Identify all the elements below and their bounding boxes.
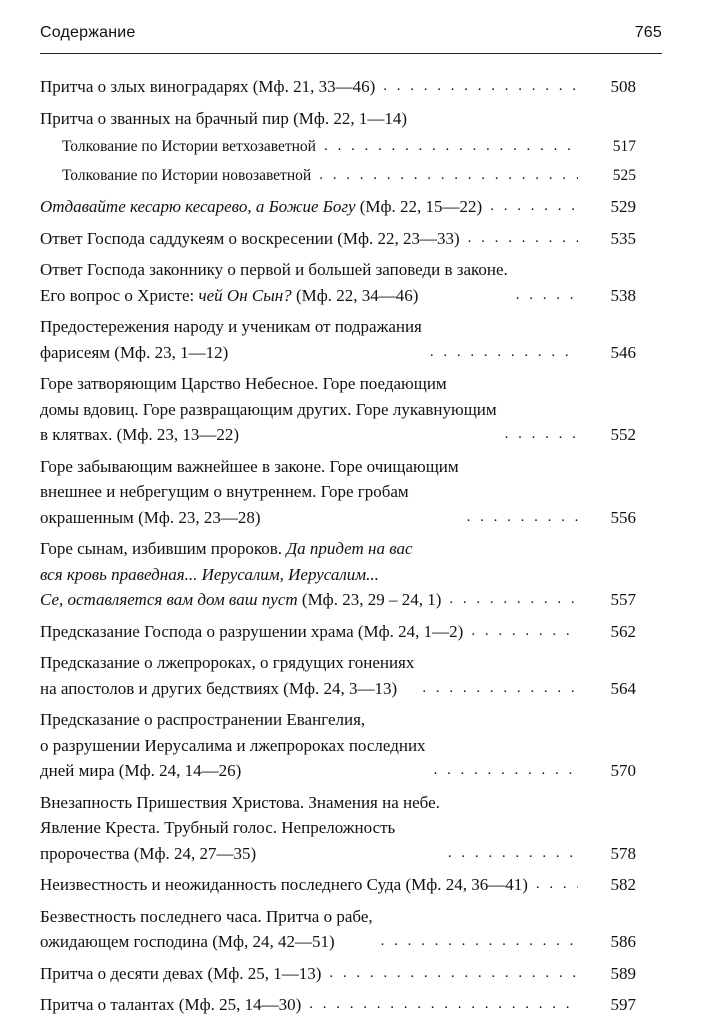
dot-leader [505, 422, 578, 448]
toc-entry-line [40, 479, 459, 505]
toc-page-number: 508 [610, 77, 636, 96]
toc-page-number: 535 [610, 228, 636, 248]
toc-entry-line [40, 340, 422, 366]
running-head [40, 24, 662, 42]
toc-text: домы вдовиц. Горе развращающим других. Горе лукавнующим [40, 399, 497, 419]
toc-entry-line [40, 74, 375, 100]
toc-italic-text: чей Он Сын? [198, 285, 292, 305]
toc-entry-line [40, 257, 508, 283]
toc-entry-line [40, 371, 497, 397]
toc-entry-line [40, 536, 441, 562]
toc-page-number: 589 [610, 963, 636, 983]
dot-leader [324, 134, 578, 160]
toc-page-number: 586 [610, 932, 636, 951]
toc-entry-line [40, 733, 426, 759]
toc-text: (Мф. 22, 15—22) [355, 197, 483, 216]
toc-entry-title [62, 163, 311, 189]
toc-entry [40, 194, 636, 220]
toc-page-number: 582 [610, 875, 636, 894]
toc-text: Горе забывающим важнейшее в законе. Горе очищающим [40, 456, 459, 476]
toc-entry-line [40, 961, 321, 987]
toc-entry [40, 904, 636, 955]
toc-entry-title [40, 226, 460, 252]
toc-entry-title [40, 257, 508, 308]
toc-entry-line [40, 841, 440, 867]
toc-entry-line [40, 758, 426, 784]
toc-text: Толкование по Истории ветхозаветной [62, 138, 316, 155]
toc-page-number: 517 [612, 138, 636, 155]
toc-text: Неизвестность и неожиданность последнего Суда (Мф. 24, 36—41) [40, 875, 528, 894]
toc-entry [40, 650, 636, 701]
dot-leader [471, 619, 578, 645]
toc-entry-line [40, 650, 414, 676]
toc-text: Притча о званных на брачный пир (Мф. 22, 1—14) [40, 108, 408, 128]
toc-text: Предсказание о лжепророках, о грядущих гонениях [40, 653, 415, 672]
toc-entry-line [40, 226, 460, 252]
toc-italic-text: Да придет на вас [286, 539, 413, 558]
dot-leader [422, 676, 578, 702]
toc-entry-line [40, 904, 373, 930]
toc-entry-title [40, 194, 482, 220]
toc-entry [40, 163, 636, 189]
toc-text: Притча о десяти девах (Мф. 25, 1—13) [40, 963, 322, 983]
toc-entry [40, 992, 636, 1018]
toc-entry-line [40, 397, 497, 423]
dot-leader [383, 74, 578, 100]
running-head-title: Содержание [40, 24, 136, 41]
toc-entry [40, 134, 636, 160]
toc-entry-line [40, 929, 373, 955]
toc-entry-title [40, 992, 301, 1018]
running-head-page-number: 765 [634, 24, 662, 41]
toc-page-number: 525 [612, 166, 636, 184]
dot-leader [448, 841, 578, 867]
toc-italic-text: Отдавайте кесарю кесарево, а Божие Богу [40, 197, 356, 216]
toc-entry [40, 257, 636, 308]
toc-page-number: 546 [610, 342, 636, 362]
toc-text: Ответ Господа законнику о первой и большей заповеди в законе. [40, 260, 508, 279]
toc-entry-line [40, 505, 459, 531]
dot-leader [536, 872, 578, 898]
table-of-contents [40, 74, 636, 1018]
toc-text: пророчества (Мф. 24, 27—35) [40, 843, 257, 863]
toc-text: внешнее и небрегущим о внутреннем. Горе гробам [40, 482, 409, 501]
dot-leader [467, 505, 578, 531]
toc-entry [40, 619, 636, 645]
toc-text: Внезапность Пришествия Христова. Знамения на небе. [40, 792, 440, 812]
toc-entry-title [40, 74, 375, 100]
toc-page-number: 564 [610, 678, 636, 698]
toc-entry-title [40, 619, 463, 645]
toc-entry-line [40, 106, 407, 132]
toc-entry-title [40, 371, 497, 448]
toc-entry-title [40, 650, 414, 701]
dot-leader [490, 194, 578, 220]
toc-text: (Мф. 23, 29 – 24, 1) [297, 590, 442, 609]
toc-entry-line [40, 194, 482, 220]
toc-page-number: 562 [610, 621, 636, 641]
toc-entry-title [40, 454, 459, 531]
toc-entry-title [40, 790, 440, 867]
dot-leader [434, 758, 578, 784]
toc-page-number: 529 [610, 197, 636, 216]
toc-entry-title [40, 707, 426, 784]
toc-entry-line [40, 587, 441, 613]
toc-entry-title [40, 314, 422, 365]
header-rule [40, 53, 662, 54]
dot-leader [319, 163, 578, 189]
dot-leader [449, 587, 578, 613]
toc-page-number: 557 [610, 590, 636, 609]
toc-text: Горе затворяющим Царство Небесное. Горе поедающим [40, 374, 447, 393]
dot-leader [468, 226, 578, 252]
toc-entry [40, 74, 636, 100]
toc-entry-title [62, 134, 316, 160]
toc-page-number: 578 [610, 843, 636, 863]
toc-entry [40, 790, 636, 867]
toc-entry-line [62, 163, 311, 189]
toc-entry-title [40, 872, 528, 898]
toc-text: (Мф. 22, 34—46) [291, 285, 419, 305]
toc-entry-line [40, 283, 508, 309]
toc-entry [40, 314, 636, 365]
toc-text: в клятвах. (Мф. 23, 13—22) [40, 425, 240, 444]
toc-text: Предостережения народу и ученикам от подражания [40, 317, 422, 336]
dot-leader [381, 929, 578, 955]
dot-leader [430, 340, 578, 366]
toc-text: Явление Креста. Трубный голос. Непреложность [40, 818, 396, 837]
toc-entry [40, 536, 636, 613]
toc-text: дней мира (Мф. 24, 14—26) [40, 761, 242, 780]
toc-entry [40, 454, 636, 531]
toc-text: Притча о талантах (Мф. 25, 14—30) [40, 995, 302, 1014]
toc-italic-text: Се, оставляется вам дом ваш пуст [40, 590, 298, 609]
toc-entry-title [40, 961, 321, 987]
toc-text: Предсказание о распространении Евангелия, [40, 710, 366, 729]
toc-entry-line [62, 134, 316, 160]
toc-text: Горе сынам, избившим пророков. [40, 539, 287, 558]
toc-entry-title [40, 536, 441, 613]
toc-text: окрашенным (Мф. 23, 23—28) [40, 507, 261, 527]
toc-italic-text: вся кровь праведная... Иерусалим, Иерусалим... [40, 564, 379, 584]
toc-text: Предсказание Господа о разрушении храма (Мф. 24, 1—2) [40, 621, 464, 641]
toc-entry [40, 707, 636, 784]
toc-entry-title [40, 106, 407, 132]
toc-entry-line [40, 992, 301, 1018]
toc-entry-line [40, 872, 528, 898]
toc-page-number: 538 [610, 285, 636, 305]
toc-page-number: 570 [610, 761, 636, 780]
toc-text: Ответ Господа саддукеям о воскресении (Мф. 22, 23—33) [40, 228, 460, 248]
toc-entry [40, 226, 636, 252]
toc-text: Безвестность последнего часа. Притча о рабе, [40, 906, 373, 926]
dot-leader [415, 106, 578, 132]
dot-leader [309, 992, 578, 1018]
toc-entry-line [40, 422, 497, 448]
toc-entry [40, 371, 636, 448]
toc-entry-line [40, 562, 441, 588]
toc-entry-line [40, 676, 414, 702]
toc-text: Его вопрос о Христе: [40, 285, 199, 305]
toc-text: на апостолов и других бедствиях (Мф. 24, 3—13) [40, 678, 398, 698]
toc-page-number: 552 [610, 425, 636, 444]
toc-page-number: 597 [610, 995, 636, 1014]
toc-entry [40, 872, 636, 898]
toc-text: фарисеям (Мф. 23, 1—12) [40, 342, 229, 362]
toc-text: Притча о злых виноградарях (Мф. 21, 33—46) [40, 77, 376, 96]
toc-text: о разрушении Иерусалима и лжепророках последних [40, 735, 426, 755]
toc-entry-title [40, 904, 373, 955]
toc-page-number: 556 [610, 507, 636, 527]
toc-entry [40, 106, 636, 132]
toc-entry-line [40, 454, 459, 480]
toc-entry [40, 961, 636, 987]
toc-entry-line [40, 314, 422, 340]
toc-text: Толкование по Истории новозаветной [62, 166, 312, 184]
toc-entry-line [40, 815, 440, 841]
toc-text: ожидающем господина (Мф, 24, 42—51) [40, 932, 335, 951]
toc-entry-line [40, 707, 426, 733]
toc-entry-line [40, 619, 463, 645]
dot-leader [516, 283, 578, 309]
dot-leader [329, 961, 578, 987]
toc-entry-line [40, 790, 440, 816]
